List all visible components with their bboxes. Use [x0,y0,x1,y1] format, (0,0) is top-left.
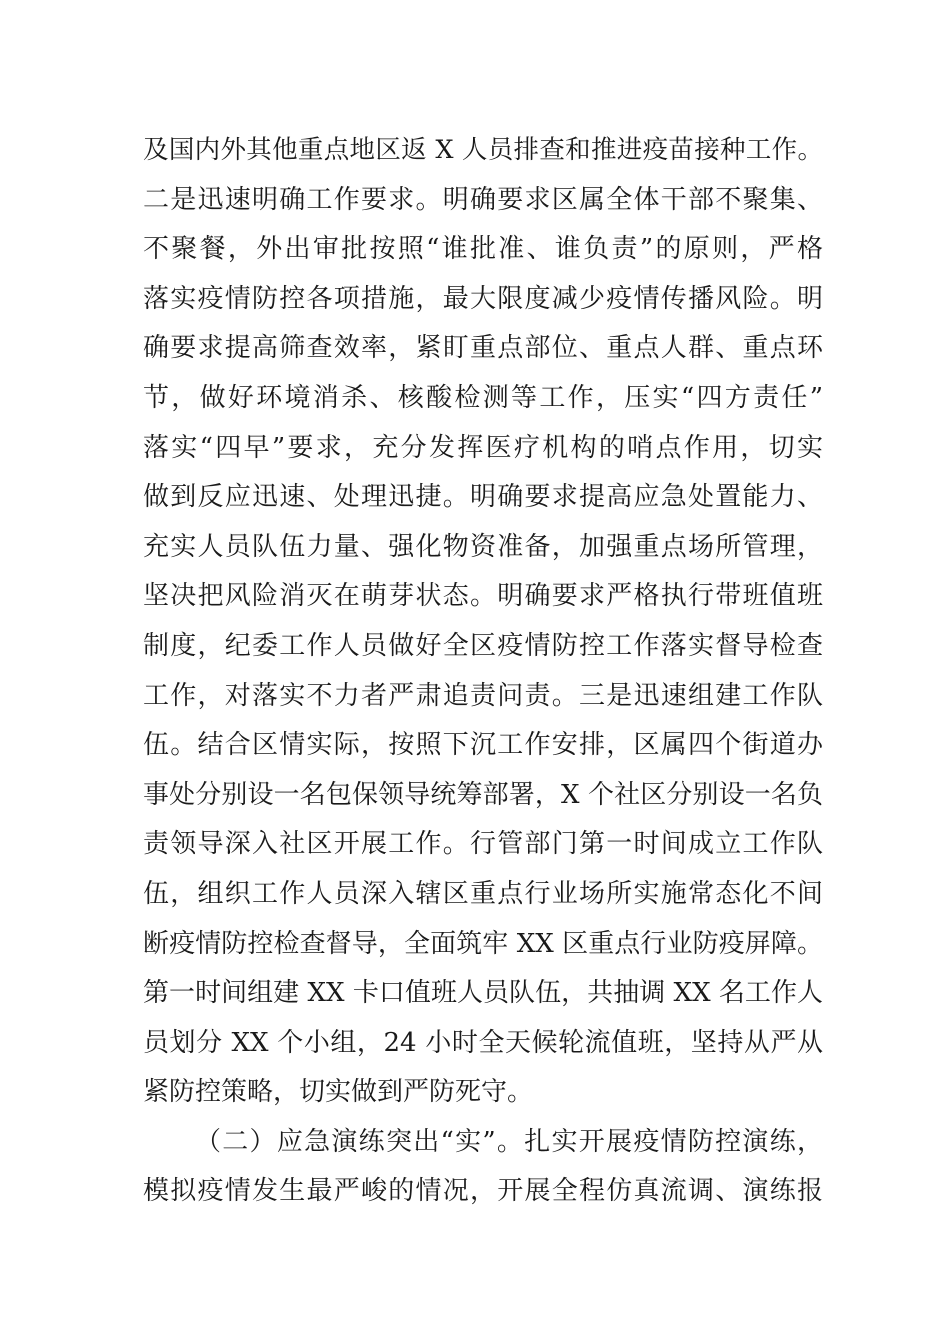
text-line: 工作，对落实不力者严肃追责问责。三是迅速组建工作队 [143,680,823,711]
text-line: 事处分别设一名包保领导统筹部署，X 个社区分别设一名负 [143,779,823,810]
text-line: 充实人员队伍力量、强化物资准备，加强重点场所管理， [143,531,823,562]
text-line: 紧防控策略，切实做到严防死守。 [143,1077,534,1108]
paragraph-2 [143,1118,823,1217]
text-line: 断疫情防控检查督导，全面筑牢 XX 区重点行业防疫屏障。 [143,928,823,959]
text-line: 及国内外其他重点地区返 X 人员排查和推进疫苗接种工作。 [143,135,823,165]
text-line: 坚决把风险消灭在萌芽状态。明确要求严格执行带班值班 [143,581,823,612]
text-line: 确要求提高筛查效率，紧盯重点部位、重点人群、重点环 [143,333,823,364]
text-line: 二是迅速明确工作要求。明确要求区属全体干部不聚集、 [143,184,823,215]
text-line: 模拟疫情发生最严峻的情况，开展全程仿真流调、演练报 [143,1176,823,1207]
text-line: （二）应急演练突出“实”。扎实开展疫情防控演练， [195,1126,823,1157]
text-line: 员划分 XX 个小组，24 小时全天候轮流值班，坚持从严从 [143,1027,823,1058]
document-body [143,126,823,1217]
text-line: 落实“四早”要求，充分发挥医疗机构的哨点作用，切实 [143,432,823,463]
text-line: 做到反应迅速、处理迅捷。明确要求提高应急处置能力、 [143,482,823,513]
paragraph-1 [143,126,823,1118]
text-line: 不聚餐，外出审批按照“谁批准、谁负责”的原则，严格 [143,234,823,265]
text-line: 责领导深入社区开展工作。行管部门第一时间成立工作队 [143,829,823,860]
text-line: 伍，组织工作人员深入辖区重点行业场所实施常态化不间 [143,878,823,909]
text-line: 伍。结合区情实际，按照下沉工作安排，区属四个街道办 [143,730,823,761]
text-line: 节，做好环境消杀、核酸检测等工作，压实“四方责任” [143,382,823,413]
text-line: 第一时间组建 XX 卡口值班人员队伍，共抽调 XX 名工作人 [143,978,823,1009]
text-line: 落实疫情防控各项措施，最大限度减少疫情传播风险。明 [143,283,823,314]
text-line: 制度，纪委工作人员做好全区疫情防控工作落实督导检查 [143,630,823,661]
